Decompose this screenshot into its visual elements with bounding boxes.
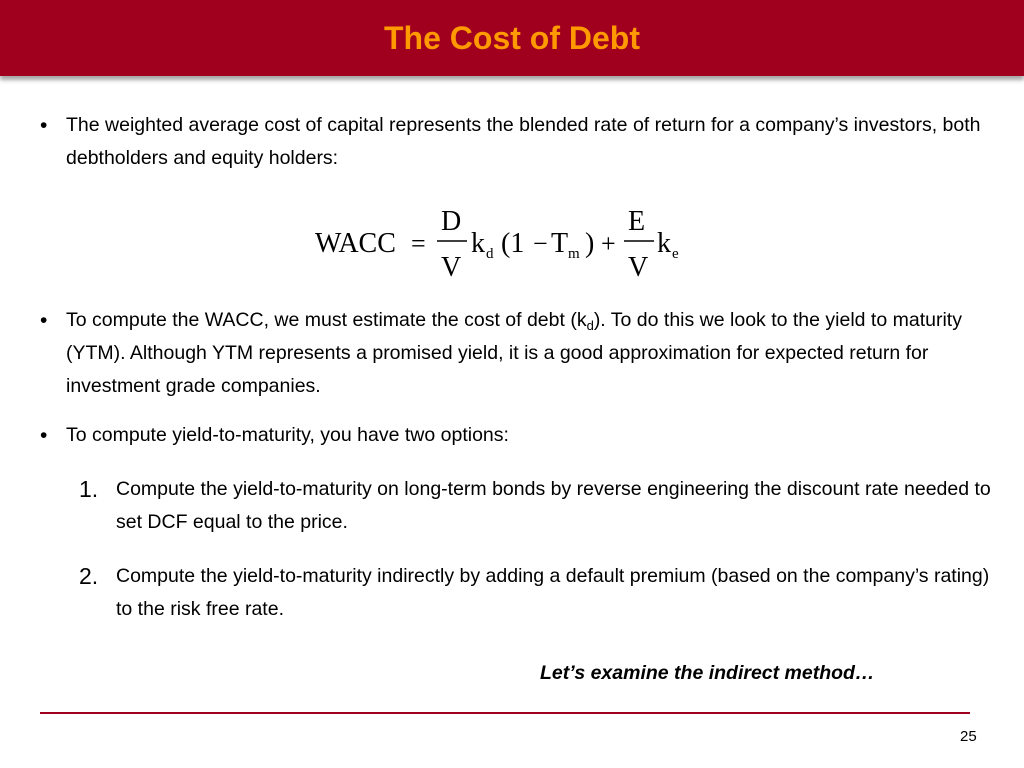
bullet-text-cost-of-debt: [66, 304, 986, 403]
option-text-default-premium: Compute the yield-to-maturity indirectly by adding a default premium (based on the company’s rating) to the risk free rate.: [116, 565, 990, 620]
callout-text: Let’s examine the indirect method…: [540, 662, 875, 684]
bullet-marker: •: [40, 309, 48, 332]
formula-plus: +: [601, 229, 616, 258]
formula-frac2-den: V: [628, 252, 649, 283]
formula-equals: =: [411, 229, 426, 258]
bullet-text-wacc: The weighted average cost of capital represents the blended rate of return for a company’s investors, both debtholders and equity holders:: [66, 114, 981, 169]
option-text-reverse-engineering: Compute the yield-to-maturity on long-term bonds by reverse engineering the discount rate needed to set DCF equal to the price.: [116, 478, 991, 533]
formula-minus: −: [533, 229, 548, 258]
option-number: 2.: [79, 563, 99, 589]
formula-T-sub: m: [568, 246, 580, 262]
bullet-marker: •: [40, 114, 48, 137]
formula-lhs: WACC: [315, 228, 396, 259]
formula-T: T: [551, 228, 569, 259]
option-number: 1.: [79, 476, 99, 502]
bullet-marker: •: [40, 424, 48, 447]
footer-divider: [40, 712, 970, 714]
formula-frac1-den: V: [441, 252, 462, 283]
formula-frac2-num: E: [628, 206, 646, 237]
formula-frac1-num: D: [441, 206, 462, 237]
formula-k2: k: [657, 228, 671, 259]
slide-title: The Cost of Debt: [384, 20, 640, 56]
bullet-text-part: ). To do this we look to the yield to maturity (YTM). Although YTM represents a promised yield, it is a good approximation for expected return for investment grade companies.: [66, 309, 962, 397]
formula-k2-sub: e: [672, 246, 679, 262]
page-number: 25: [960, 728, 977, 745]
bullet-subscript: d: [586, 318, 594, 333]
formula-k: k: [471, 228, 485, 259]
formula-close: ): [585, 228, 595, 259]
wacc-formula: [305, 200, 705, 290]
formula-k-sub: d: [486, 246, 494, 262]
bullet-text-part: To compute the WACC, we must estimate the cost of debt (k: [66, 309, 587, 331]
formula-open: (1: [501, 228, 525, 259]
bullet-text-ytm-options: To compute yield-to-maturity, you have two options:: [66, 424, 509, 446]
